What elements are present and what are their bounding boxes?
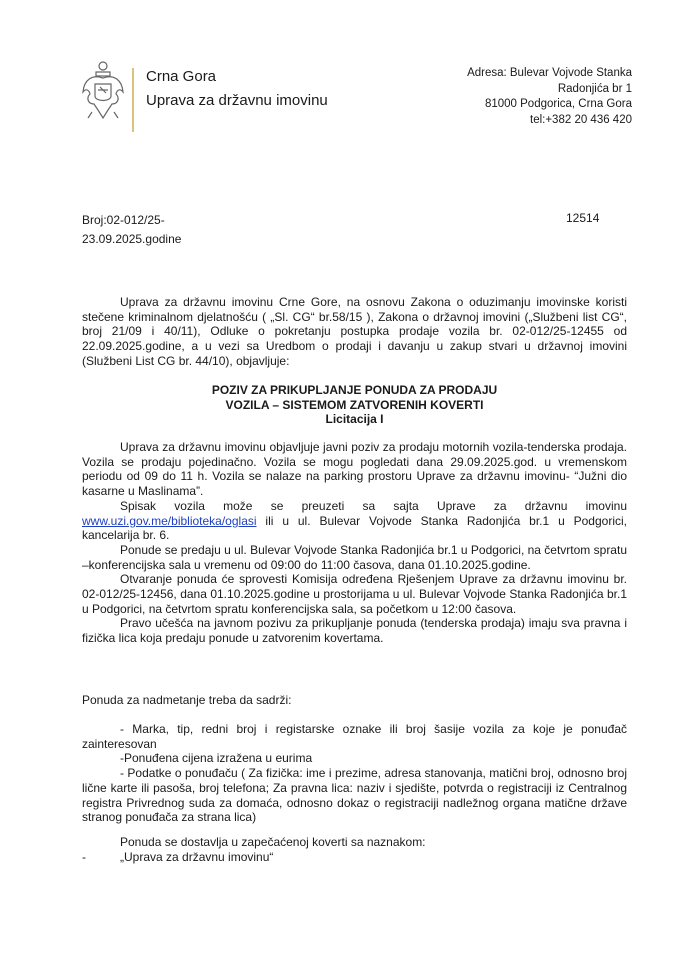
header-divider bbox=[132, 68, 134, 132]
requirements-heading: Ponuda za nadmetanje treba da sadrži: bbox=[82, 693, 292, 707]
intro-paragraph: Uprava za državnu imovinu Crne Gore, na osnovu Zakona o oduzimanju imovinske koristi stečene kriminalnom djelatnošću ( „Sl. CG“ br.58/15 ), Zakona o državnoj imovini („Službeni list CG“, broj 21/09 i 40/11), Odluke o pokretanju postupka prodaje vozila br. 02-012/25-12455 od 22.09.2025.godine, a u vezi sa Uredbom o prodaji i davanju u zakup stvari u državnoj imovini (Službeni List CG br. 44/10), objavljuje: bbox=[82, 295, 627, 368]
body-paragraph: Ponude se predaju u ul. Bulevar Vojvode Stanka Radonjića br.1 u Podgorici, na četvrtom spratu –konferencijska sala u vremenu od 09:00 do 11:00 časova, dana 01.10.2025.godine. bbox=[82, 542, 627, 572]
body-paragraph: Spisak vozila može se preuzeti sa sajta Uprave za državnu imovinu www.uzi.gov.me/biblioteka/oglasi ili u ul. Bulevar Vojvode Stanka Radonjića br.1 u Podgorici, kancelarija br. 6. bbox=[82, 498, 627, 543]
delivery-item: - „Uprava za državnu imovinu“ bbox=[82, 849, 274, 864]
body-section bbox=[82, 440, 627, 646]
website-link[interactable]: www.uzi.gov.me/biblioteka/oglasi bbox=[82, 513, 257, 528]
country-name: Crna Gora bbox=[146, 68, 217, 85]
registry-number: 12514 bbox=[566, 211, 600, 225]
list-item: - Marka, tip, redni broj i registarske oznake ili broj šasije vozila za koje je ponuđač zainteresovan bbox=[82, 722, 627, 751]
reference-number: Broj:02-012/25- bbox=[82, 213, 165, 227]
list-item: -Ponuđena cijena izražena u eurima bbox=[120, 751, 313, 766]
address-line: Radonjića br 1 bbox=[557, 82, 632, 95]
list-item: - Podatke o ponuđaču ( Za fizička: ime i prezime, adresa stanovanja, matični broj, odnosno broj lične karte ili pasoša, broj telefona; Za pravna lica: naziv i sjedište, potvrda o registraciji iz Centralnog registra Privrednog suda za domaća, odnosno dokaz o registraciji nadležnog organa matične države stranog ponuđača za strana lica) bbox=[82, 766, 627, 825]
address-line: tel:+382 20 436 420 bbox=[530, 113, 632, 126]
address-block bbox=[467, 66, 632, 128]
requirements-list bbox=[82, 722, 627, 825]
coat-of-arms-logo bbox=[80, 60, 126, 124]
delivery-text: Ponuda se dostavlja u zapečaćenoj koverti sa naznakom: bbox=[120, 835, 426, 849]
body-paragraph: Otvaranje ponuda će sprovesti Komisija određena Rješenjem Uprave za državnu imovinu br. 02-012/25-12456, dana 01.10.2025.godine u prostorijama u ul. Bulevar Vojvode Stanka Radonjića br.1 u Podgorici, na četvrtom spratu konferencijska sala, sa početkom u 12:00 časova. bbox=[82, 572, 627, 616]
body-paragraph: Pravo učešća na javnom pozivu za prikupljanje ponuda (tenderska prodaja) imaju sva pravna i fizička lica koja predaju ponude u zatvorenim kovertama. bbox=[82, 616, 627, 646]
address-line: 81000 Podgorica, Crna Gora bbox=[484, 98, 632, 110]
body-paragraph: Uprava za državnu imovinu objavljuje javni poziv za prodaju motornih vozila-tenderska prodaja. Vozila se prodaju pojedinačno. Vozila se mogu pogledati dana 29.09.2025.god. u vremenskom periodu od 09 do 11 h. Vozila se nalaze na parking prostoru Uprave za državnu imovinu- “Južni dio kasarne u Maslinama”. bbox=[82, 440, 627, 499]
reference-block bbox=[82, 211, 181, 249]
document-date: 23.09.2025.godine bbox=[82, 232, 182, 246]
delivery-section bbox=[82, 835, 627, 864]
document-title: POZIV ZA PRIKUPLJANJE PONUDA ZA PRODAJU VOZILA – SISTEMOM ZATVORENIH KOVERTI Licitacija I bbox=[211, 383, 498, 427]
address-line: Adresa: Bulevar Vojvode Stanka bbox=[467, 67, 632, 79]
institution-name: Uprava za državnu imovinu bbox=[146, 92, 328, 109]
